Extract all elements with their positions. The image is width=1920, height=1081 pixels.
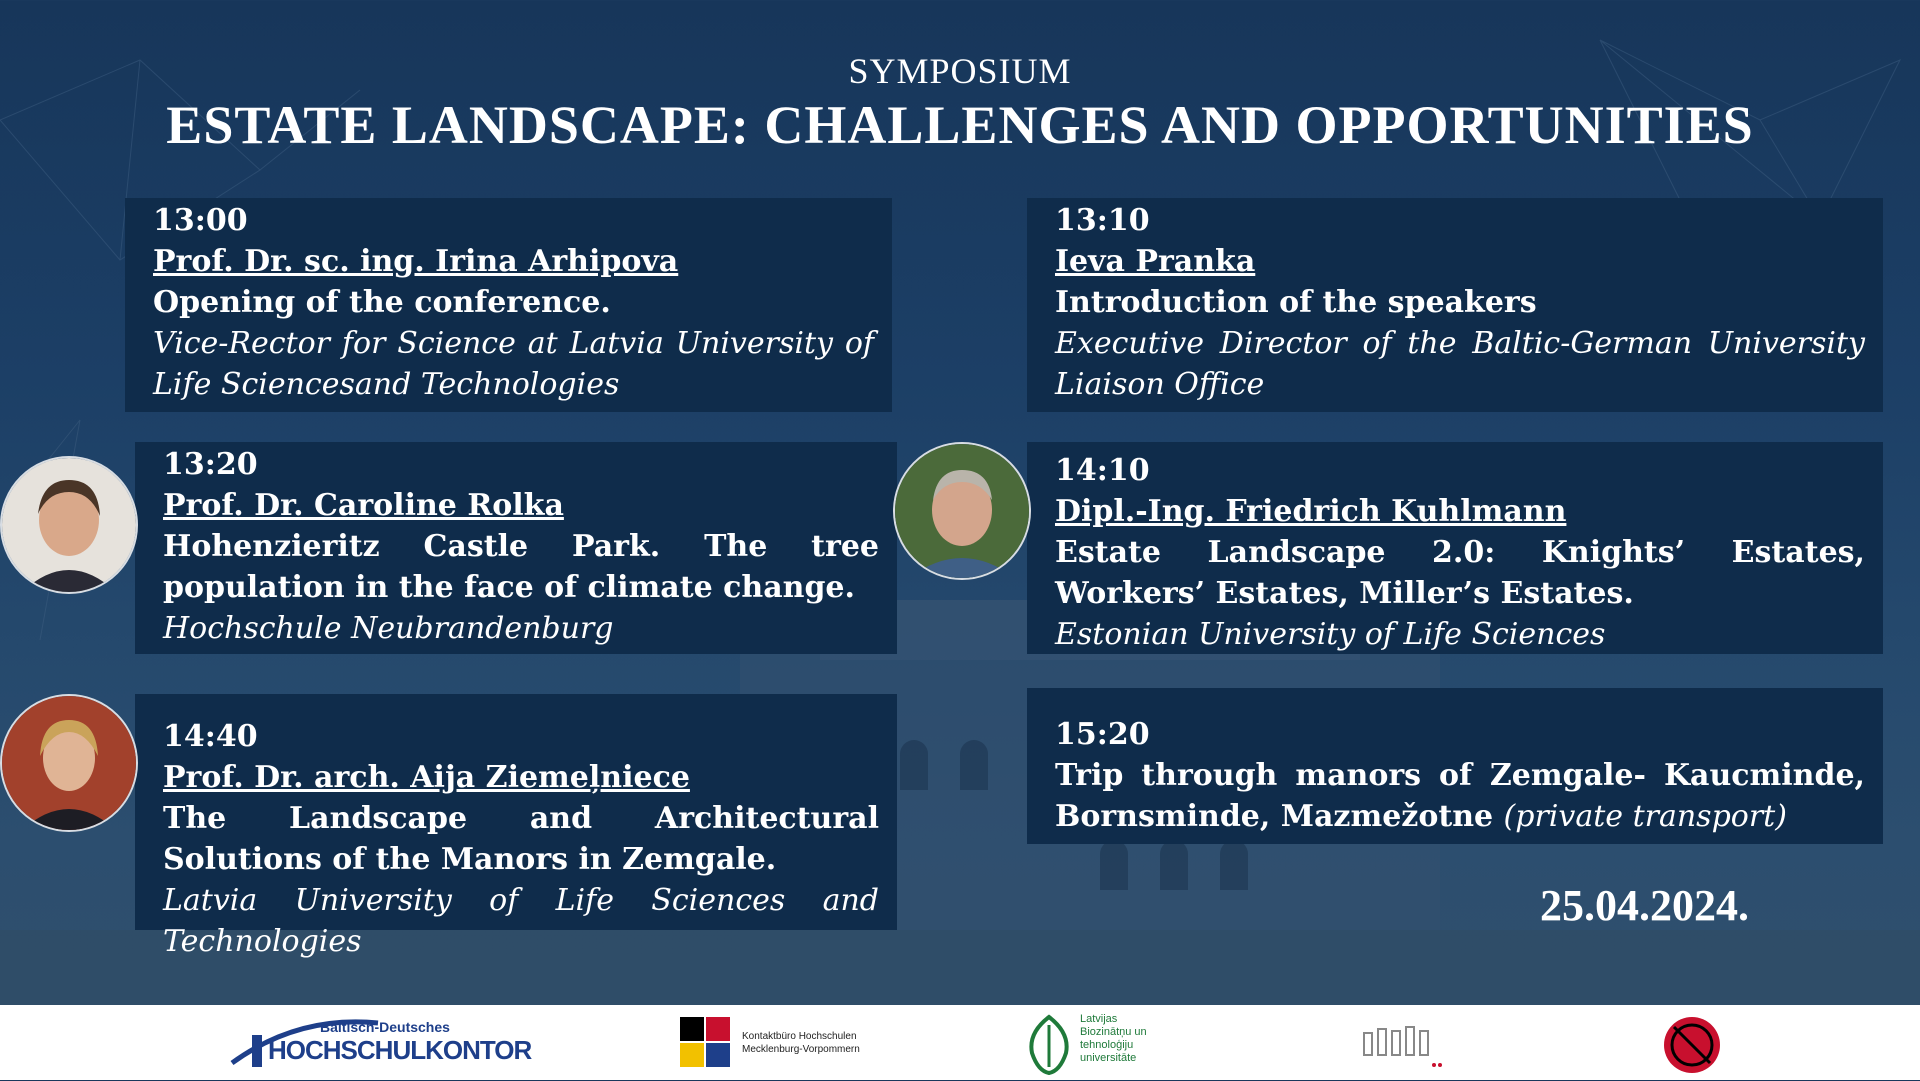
session-card — [1027, 442, 1883, 654]
talk-title: The Landscape and Architectural Solutions of the Manors in Zemgale. — [163, 801, 879, 877]
speaker-affiliation: Latvia University of Life Sciences and Technologies — [163, 883, 879, 959]
red-seal-icon — [1660, 1013, 1724, 1077]
talk-title — [1055, 755, 1865, 837]
session-card — [125, 198, 892, 412]
speaker-name[interactable]: Ieva Pranka — [1055, 244, 1256, 279]
kontaktbuero-line2: Mecklenburg-Vorpommern — [742, 1044, 860, 1055]
building-window — [1220, 840, 1248, 890]
speaker-affiliation: Hochschule Neubrandenburg — [163, 611, 614, 646]
speaker-portrait-icon — [895, 444, 1029, 578]
speaker-name[interactable]: Dipl.-Ing. Friedrich Kuhlmann — [1055, 494, 1567, 529]
session-time: 13:10 — [1055, 203, 1150, 238]
llu-logo — [1024, 1013, 1164, 1073]
building-window — [960, 740, 988, 790]
speaker-name[interactable]: Prof. Dr. sc. ing. Irina Arhipova — [153, 244, 679, 279]
event-title: ESTATE LANDSCAPE: CHALLENGES AND OPPORTUNITIES — [166, 95, 1754, 155]
talk-title: Opening of the conference. — [153, 285, 611, 320]
session-card — [135, 442, 897, 654]
speaker-portrait-icon — [2, 696, 136, 830]
building-window — [1160, 840, 1188, 890]
puzzle-flag-icon — [676, 1013, 736, 1073]
building-window — [900, 740, 928, 790]
building-window — [1100, 840, 1128, 890]
trip-description: Trip through manors of Zemgale- Kaucminde, Bornsminde, Mazmežotne — [1055, 758, 1865, 834]
speaker-name[interactable]: Prof. Dr. arch. Aija Ziemeļniece — [163, 760, 690, 795]
session-time: 15:20 — [1055, 717, 1150, 752]
llu-line4: universitāte — [1080, 1052, 1137, 1064]
speaker-portrait-icon — [2, 458, 136, 592]
session-card — [135, 694, 897, 959]
session-time: 14:10 — [1055, 453, 1150, 488]
session-time: 14:40 — [163, 719, 258, 754]
hochschulkontor-line2: HOCHSCHULKONTOR — [268, 1035, 532, 1065]
transport-note: (private transport) — [1503, 799, 1787, 834]
talk-title: Introduction of the speakers — [1055, 285, 1537, 320]
talk-title: Hohenzieritz Castle Park. The tree population in the face of climate change. — [163, 529, 879, 605]
partner-logo-bar — [0, 1005, 1920, 1080]
speaker-name[interactable]: Prof. Dr. Caroline Rolka — [163, 488, 564, 523]
session-time: 13:20 — [163, 447, 258, 482]
seal-logo — [1660, 1013, 1730, 1073]
event-date: 25.04.2024. — [1540, 881, 1749, 930]
hochschulkontor-line1: Baltisch-Deutsches — [320, 1019, 450, 1035]
header — [0, 50, 1920, 156]
session-card — [1027, 198, 1883, 412]
speaker-photo — [893, 442, 1031, 580]
kontaktbuero-line1: Kontaktbüro Hochschulen — [742, 1031, 857, 1042]
event-kicker: SYMPOSIUM — [848, 51, 1072, 91]
speaker-affiliation: Executive Director of the Baltic-German University Liaison Office — [1055, 326, 1865, 402]
bottles-logo — [1360, 1013, 1460, 1073]
kontaktbuero-logo — [676, 1013, 876, 1073]
llu-line1: Latvijas — [1080, 1013, 1118, 1025]
speaker-photo — [0, 694, 138, 832]
session-time: 13:00 — [153, 203, 248, 238]
llu-emblem-icon — [1024, 1013, 1074, 1077]
speaker-affiliation: Vice-Rector for Science at Latvia University of Life Sciencesand Technologies — [153, 326, 874, 402]
llu-line3: tehnoloģiju — [1080, 1039, 1134, 1051]
hochschulkontor-logo — [228, 1013, 532, 1073]
speaker-affiliation: Estonian University of Life Sciences — [1055, 617, 1606, 652]
llu-line2: Biozinātņu un — [1080, 1026, 1147, 1038]
session-card — [1027, 688, 1883, 844]
speaker-photo — [0, 456, 138, 594]
bottles-icon — [1360, 1013, 1460, 1073]
talk-title: Estate Landscape 2.0: Knights’ Estates, Workers’ Estates, Miller’s Estates. — [1055, 535, 1865, 611]
